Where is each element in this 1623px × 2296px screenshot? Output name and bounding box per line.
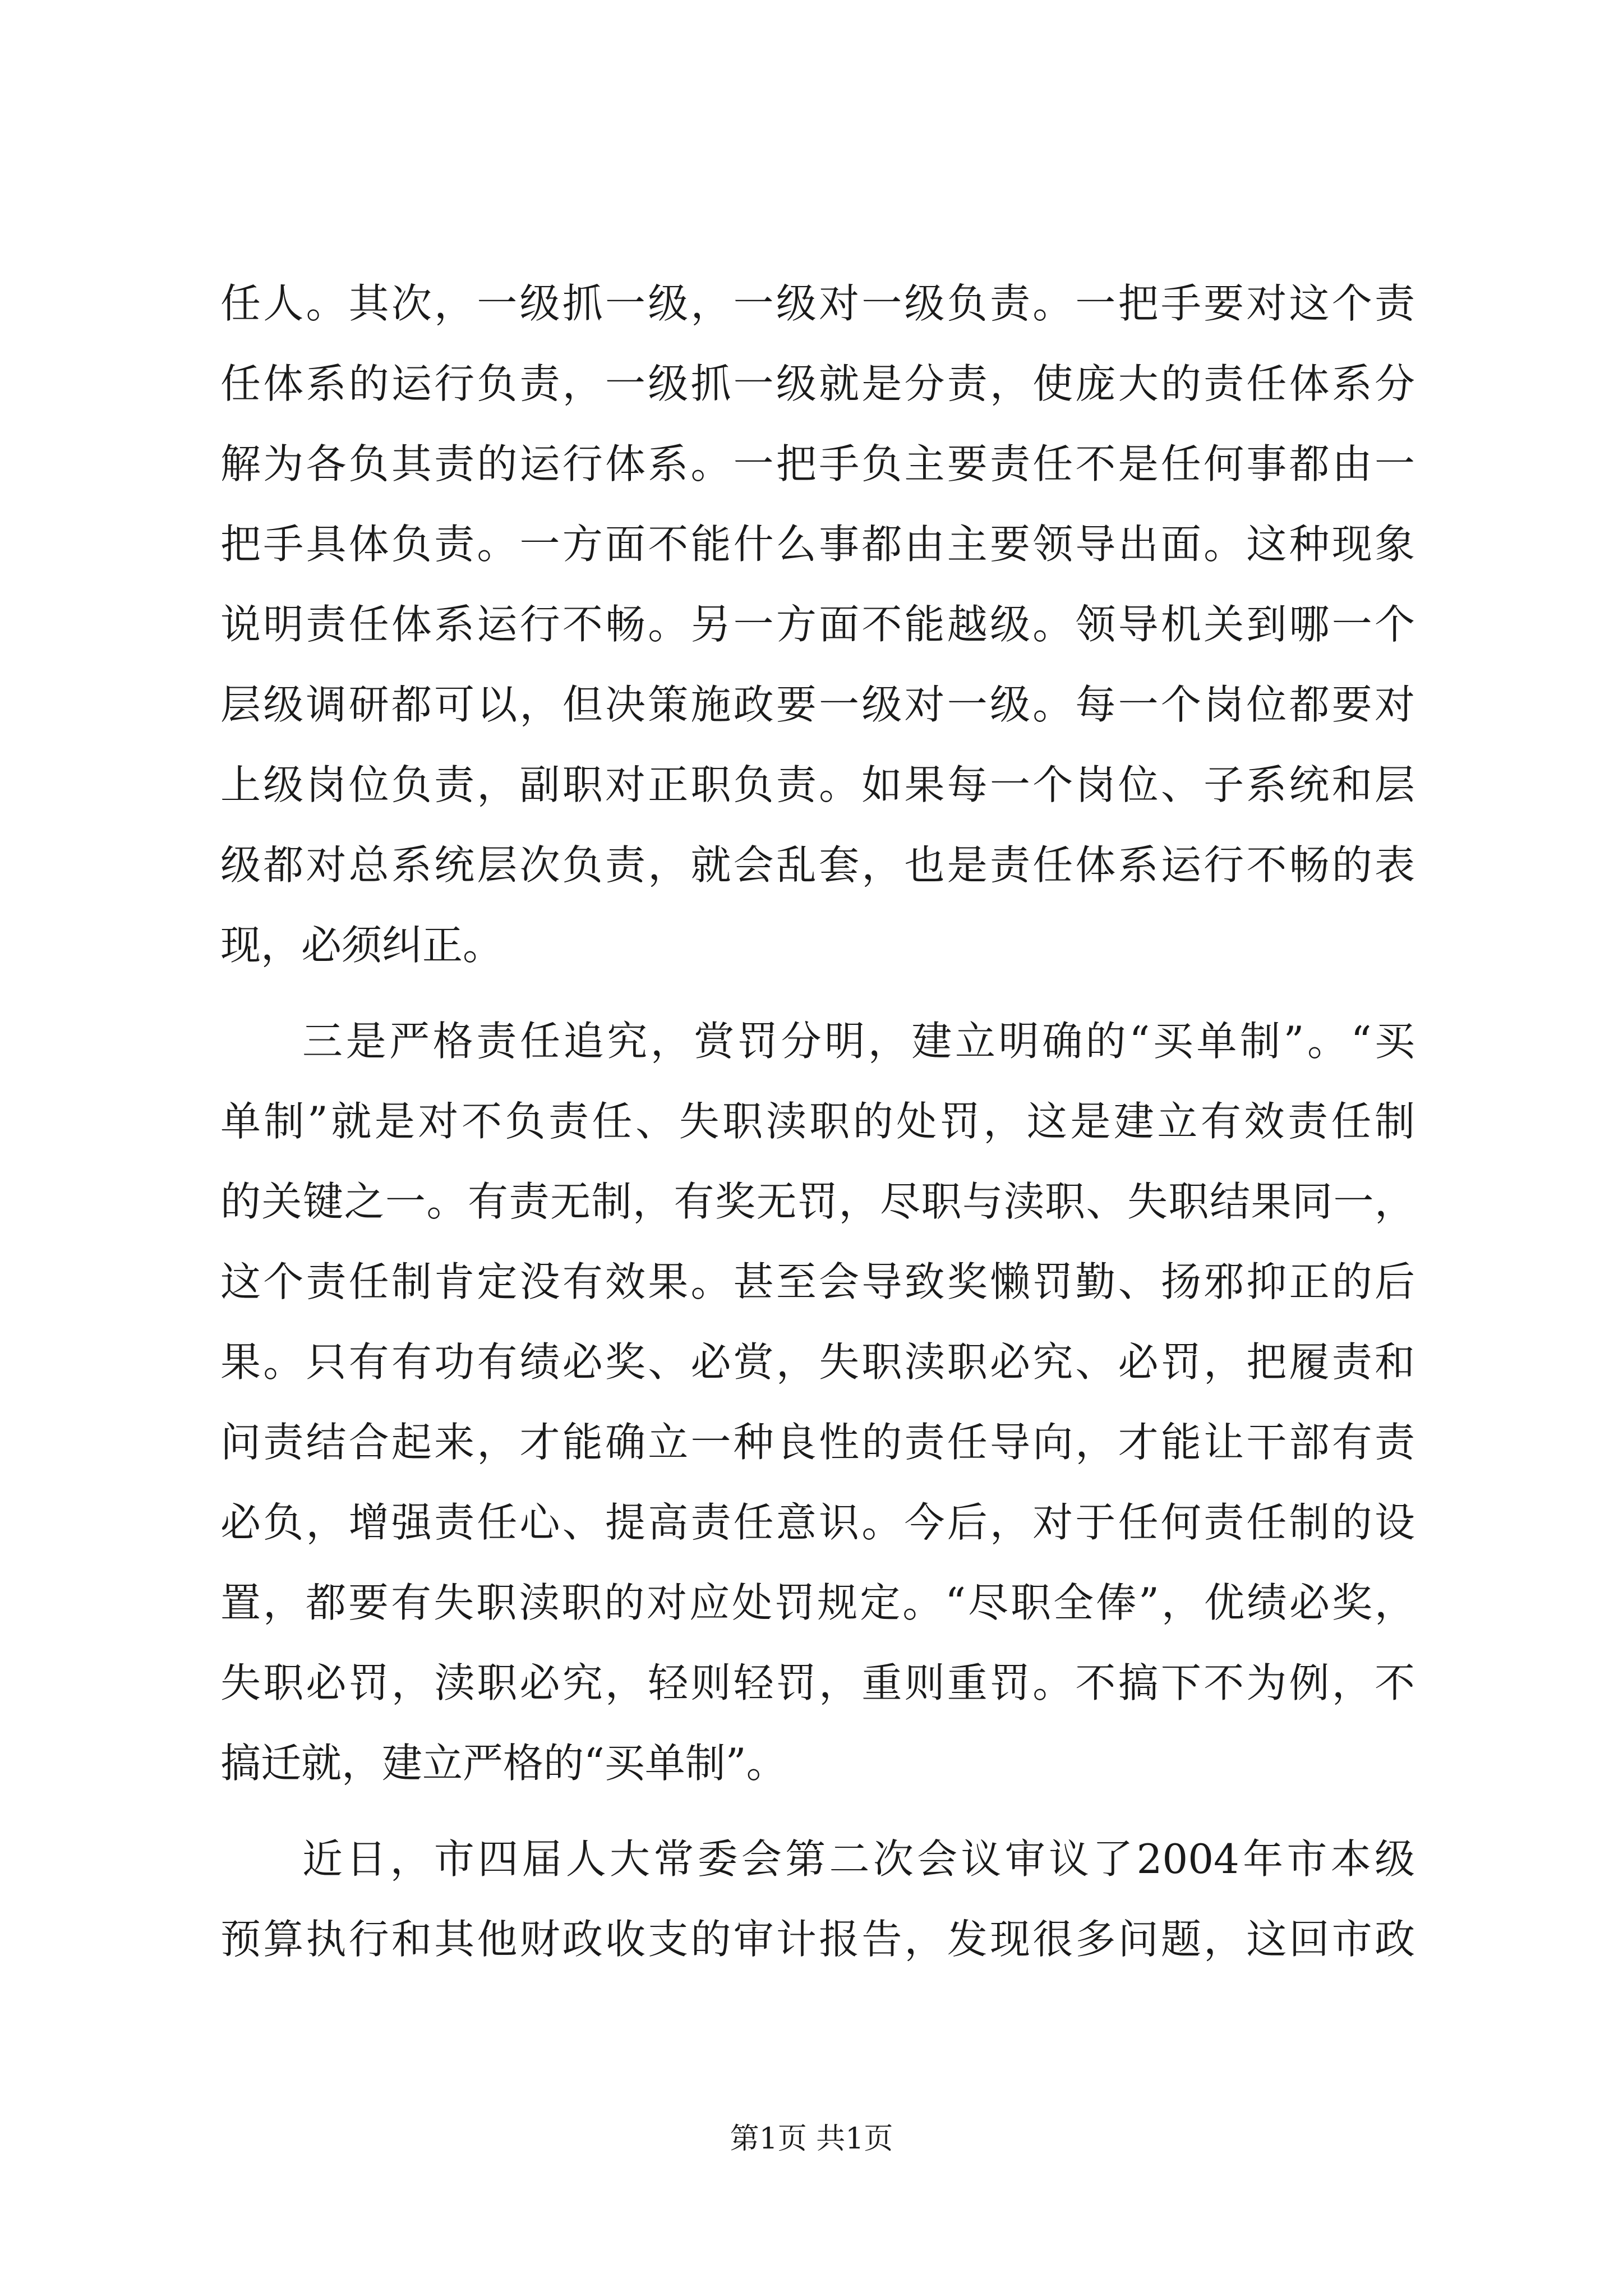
text-line: 上级岗位负责，副职对正职负责。如果每一个岗位、子系统和层 (220, 761, 1415, 808)
text-line: 预算执行和其他财政收支的审计报告，发现很多问题，这回市政 (220, 1916, 1415, 1963)
paragraph-2 (220, 1001, 1415, 1803)
paragraph-3 (220, 1819, 1415, 1980)
text-line: 层级调研都可以，但决策施政要一级对一级。每一个岗位都要对 (220, 681, 1415, 728)
document-body (220, 264, 1415, 1980)
text-line: 级都对总系统层次负责，就会乱套，也是责任体系运行不畅的表 (220, 841, 1415, 889)
text-line: 任体系的运行负责，一级抓一级就是分责，使庞大的责任体系分 (220, 360, 1415, 407)
text-line: 近日，市四届人大常委会第二次会议审议了2004年市本级 (302, 1835, 1415, 1883)
text-line: 单制”就是对不负责任、失职渎职的处罚，这是建立有效责任制 (220, 1098, 1415, 1145)
text-line: 置，都要有失职渎职的对应处罚规定。“尽职全俸”，优绩必奖， (220, 1579, 1415, 1626)
text-line: 这个责任制肯定没有效果。甚至会导致奖懒罚勤、扬邪抑正的后 (220, 1258, 1415, 1305)
paragraph-spacing (220, 1803, 1415, 1819)
text-line: 果。只有有功有绩必奖、必赏，失职渎职必究、必罚，把履责和 (220, 1338, 1415, 1386)
text-line: 失职必罚，渎职必究，轻则轻罚，重则重罚。不搞下不为例，不 (220, 1659, 1415, 1706)
text-line: 把手具体负责。一方面不能什么事都由主要领导出面。这种现象 (220, 521, 1415, 568)
text-line: 任人。其次，一级抓一级，一级对一级负责。一把手要对这个责 (220, 280, 1415, 327)
text-line: 三是严格责任追究，赏罚分明，建立明确的“买单制”。“买 (302, 1018, 1415, 1065)
text-line: 的关键之一。有责无制，有奖无罚，尽职与渎职、失职结果同一， (220, 1178, 1415, 1225)
text-line: 必负，增强责任心、提高责任意识。今后，对于任何责任制的设 (220, 1499, 1415, 1546)
text-line: 解为各负其责的运行体系。一把手负主要责任不是任何事都由一 (220, 440, 1415, 487)
text-line: 搞迁就，建立严格的“买单制”。 (220, 1740, 787, 1787)
paragraph-spacing (220, 986, 1415, 1001)
text-line: 问责结合起来，才能确立一种良性的责任导向，才能让干部有责 (220, 1419, 1415, 1466)
page-footer: 第1页 共1页 (730, 2122, 893, 2156)
paragraph-1 (220, 264, 1415, 986)
text-line: 说明责任体系运行不畅。另一方面不能越级。领导机关到哪一个 (220, 601, 1415, 648)
text-line: 现，必须纠正。 (220, 922, 504, 969)
